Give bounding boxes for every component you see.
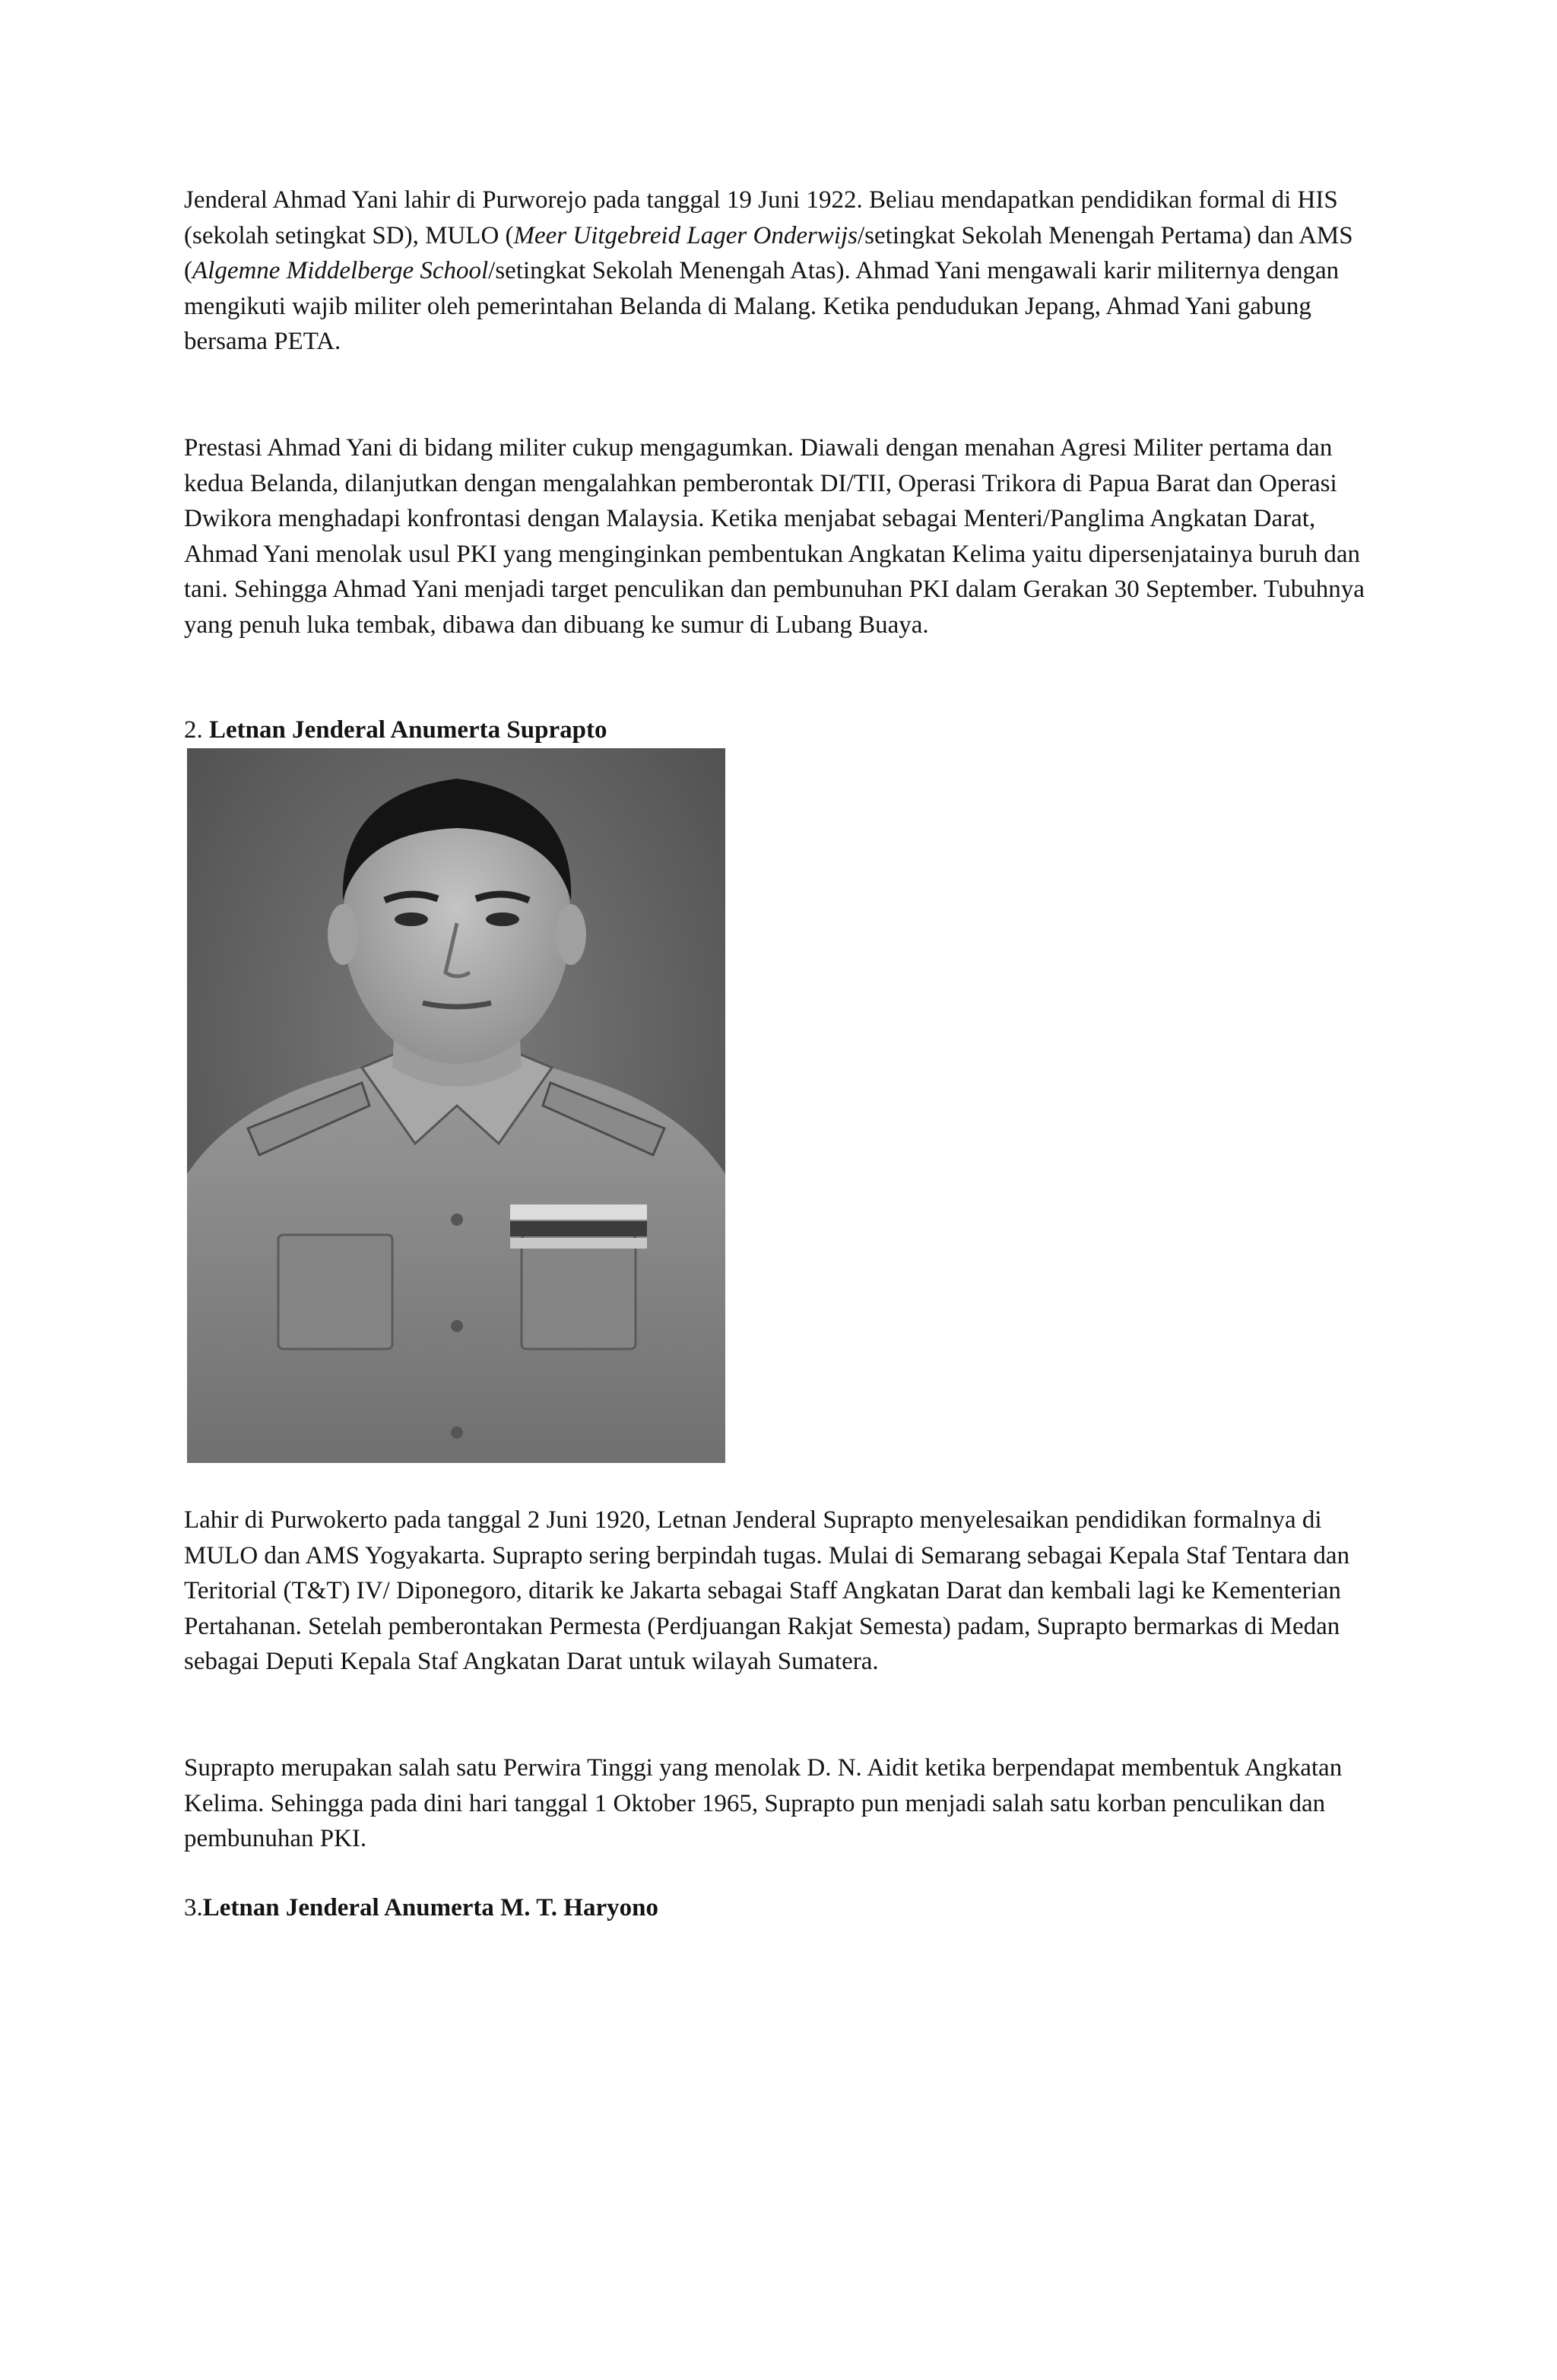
paragraph-ahmad-yani-achievements xyxy=(184,430,1385,643)
text-segment: /setingkat Sekolah Menengah Atas). Ahmad Yani mengawali karir militernya dengan mengikuti wajib militer oleh pemerintahan Belanda di Malang. Ketika pendudukan Jepang, Ahmad Yani gabung bersama PETA. xyxy=(184,257,1340,355)
text-segment: Jenderal Ahmad Yani lahir di Purworejo pada tanggal 19 Juni 1922. Beliau mendapatkan pendidikan formal di HIS (sekolah setingkat SD), MULO ( xyxy=(184,186,1338,249)
heading-number: 3. xyxy=(184,1894,203,1921)
paragraph-text: Prestasi Ahmad Yani di bidang militer cukup mengagumkan. Diawali dengan menahan Agresi Militer pertama dan kedua Belanda, dilanjutkan dengan mengalahkan pemberontak DI/TII, Operasi Trikora di Papua Barat dan Operasi Dwikora menghadapi konfrontasi dengan Malaysia. Ketika menjabat sebagai Menteri/Panglima Angkatan Darat, Ahmad Yani menolak usul PKI yang menginginkan pembentukan Angkatan Kelima yaitu dipersenjatainya buruh dan tani. Sehingga Ahmad Yani menjadi target penculikan dan pembunuhan PKI dalam Gerakan 30 September. Tubuhnya yang penuh luka tembak, dibawa dan dibuang ke sumur di Lubang Buaya. xyxy=(184,434,1365,639)
portrait-illustration xyxy=(187,748,725,1463)
paragraph-suprapto-death xyxy=(184,1750,1385,1857)
paragraph-text: Lahir di Purwokerto pada tanggal 2 Juni 1920, Letnan Jenderal Suprapto menyelesaikan pendidikan formalnya di MULO dan AMS Yogyakarta. Suprapto sering berpindah tugas. Mulai di Semarang sebagai Kepala Staf Tentara dan Teritorial (T&T) IV/ Diponegoro, ditarik ke Jakarta sebagai Staff Angkatan Darat dan kembali lagi ke Kementerian Pertahanan. Setelah pemberontakan Permesta (Perdjuangan Rakjat Semesta) padam, Suprapto bermarkas di Medan sebagai Deputi Kepala Staf Angkatan Darat untuk wilayah Sumatera. xyxy=(184,1506,1350,1675)
paragraph-text: Suprapto merupakan salah satu Perwira Tinggi yang menolak D. N. Aidit ketika berpendapat membentuk Angkatan Kelima. Sehingga pada dini hari tanggal 1 Oktober 1965, Suprapto pun menjadi salah satu korban penculikan dan pembunuhan PKI. xyxy=(184,1754,1343,1852)
paragraph-ahmad-yani-bio xyxy=(184,182,1385,360)
medal-ribbons xyxy=(510,1204,647,1249)
section-heading-suprapto xyxy=(184,712,1385,748)
paragraph-text xyxy=(184,182,1385,360)
heading-title: Letnan Jenderal Anumerta Suprapto xyxy=(209,716,607,744)
portrait-photo xyxy=(187,748,725,1463)
section-heading-haryono xyxy=(184,1890,1385,1926)
heading-title: Letnan Jenderal Anumerta M. T. Haryono xyxy=(202,1894,658,1921)
text-segment-italic: Meer Uitgebreid Lager Onderwijs xyxy=(513,221,858,249)
paragraph-suprapto-bio xyxy=(184,1503,1385,1680)
heading-number: 2. xyxy=(184,716,209,744)
text-segment: /setingkat Sekolah Menengah Pertama) dan AMS ( xyxy=(184,221,1353,284)
text-segment-italic: Algemne Middelberge School xyxy=(192,257,489,284)
